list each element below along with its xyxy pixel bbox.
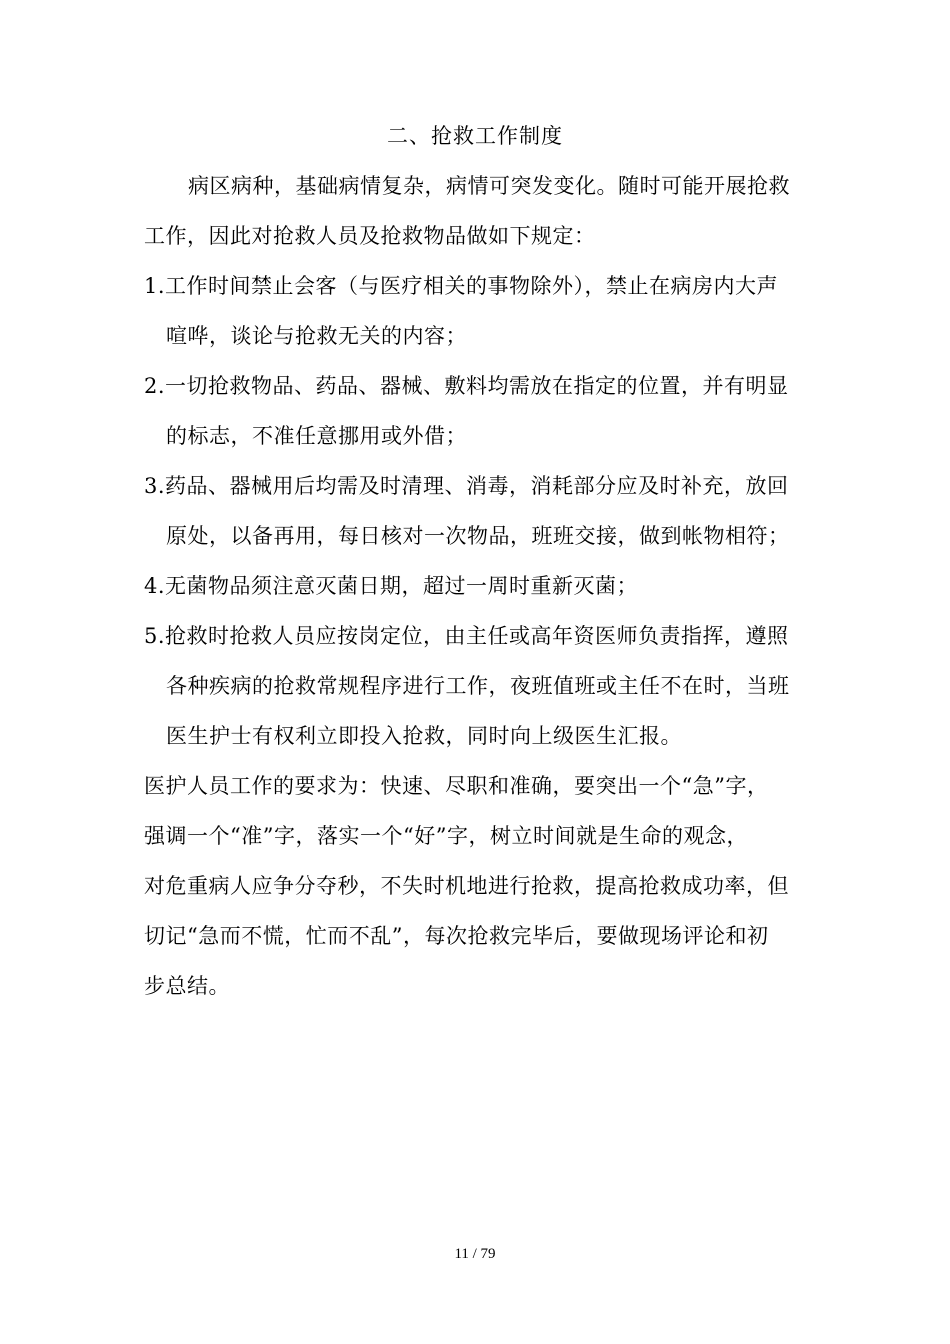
- intro-line: 病区病种，基础病情复杂，病情可突发变化。随时可能开展抢救: [188, 174, 790, 198]
- intro-line: 工作，因此对抢救人员及抢救物品做如下规定：: [144, 224, 596, 248]
- closing-line: 步总结。: [144, 974, 230, 998]
- rule-3-line: 原处，以备再用，每日核对一次物品，班班交接，做到帐物相符；: [166, 524, 790, 548]
- rule-5-line: 医生护士有权利立即投入抢救，同时向上级医生汇报。: [166, 724, 682, 748]
- closing-line: 医护人员工作的要求为：快速、尽职和准确，要突出一个“急”字，: [144, 774, 769, 798]
- closing-line: 强调一个“准”字，落实一个“好”字，树立时间就是生命的观念，: [144, 824, 748, 848]
- page-number: 11 / 79: [454, 1246, 496, 1262]
- rule-3-line: 3.药品、器械用后均需及时清理、消毒，消耗部分应及时补充，放回: [144, 474, 789, 498]
- rule-1-line: 1.工作时间禁止会客（与医疗相关的事物除外），禁止在病房内大声: [144, 274, 779, 298]
- document-title: 二、抢救工作制度: [387, 124, 563, 148]
- rule-2-line: 2.一切抢救物品、药品、器械、敷料均需放在指定的位置，并有明显: [144, 374, 789, 398]
- rule-5-line: 5.抢救时抢救人员应按岗定位，由主任或高年资医师负责指挥，遵照: [144, 624, 789, 648]
- rule-5-line: 各种疾病的抢救常规程序进行工作，夜班值班或主任不在时，当班: [166, 674, 790, 698]
- closing-line: 对危重病人应争分夺秒，不失时机地进行抢救，提高抢救成功率，但: [144, 874, 789, 898]
- closing-line: 切记“急而不慌，忙而不乱”，每次抢救完毕后，要做现场评论和初: [144, 924, 769, 948]
- rule-4-line: 4.无菌物品须注意灭菌日期，超过一周时重新灭菌；: [144, 574, 639, 598]
- rule-1-line: 喧哗，谈论与抢救无关的内容；: [166, 324, 467, 348]
- rule-2-line: 的标志，不准任意挪用或外借；: [166, 424, 467, 448]
